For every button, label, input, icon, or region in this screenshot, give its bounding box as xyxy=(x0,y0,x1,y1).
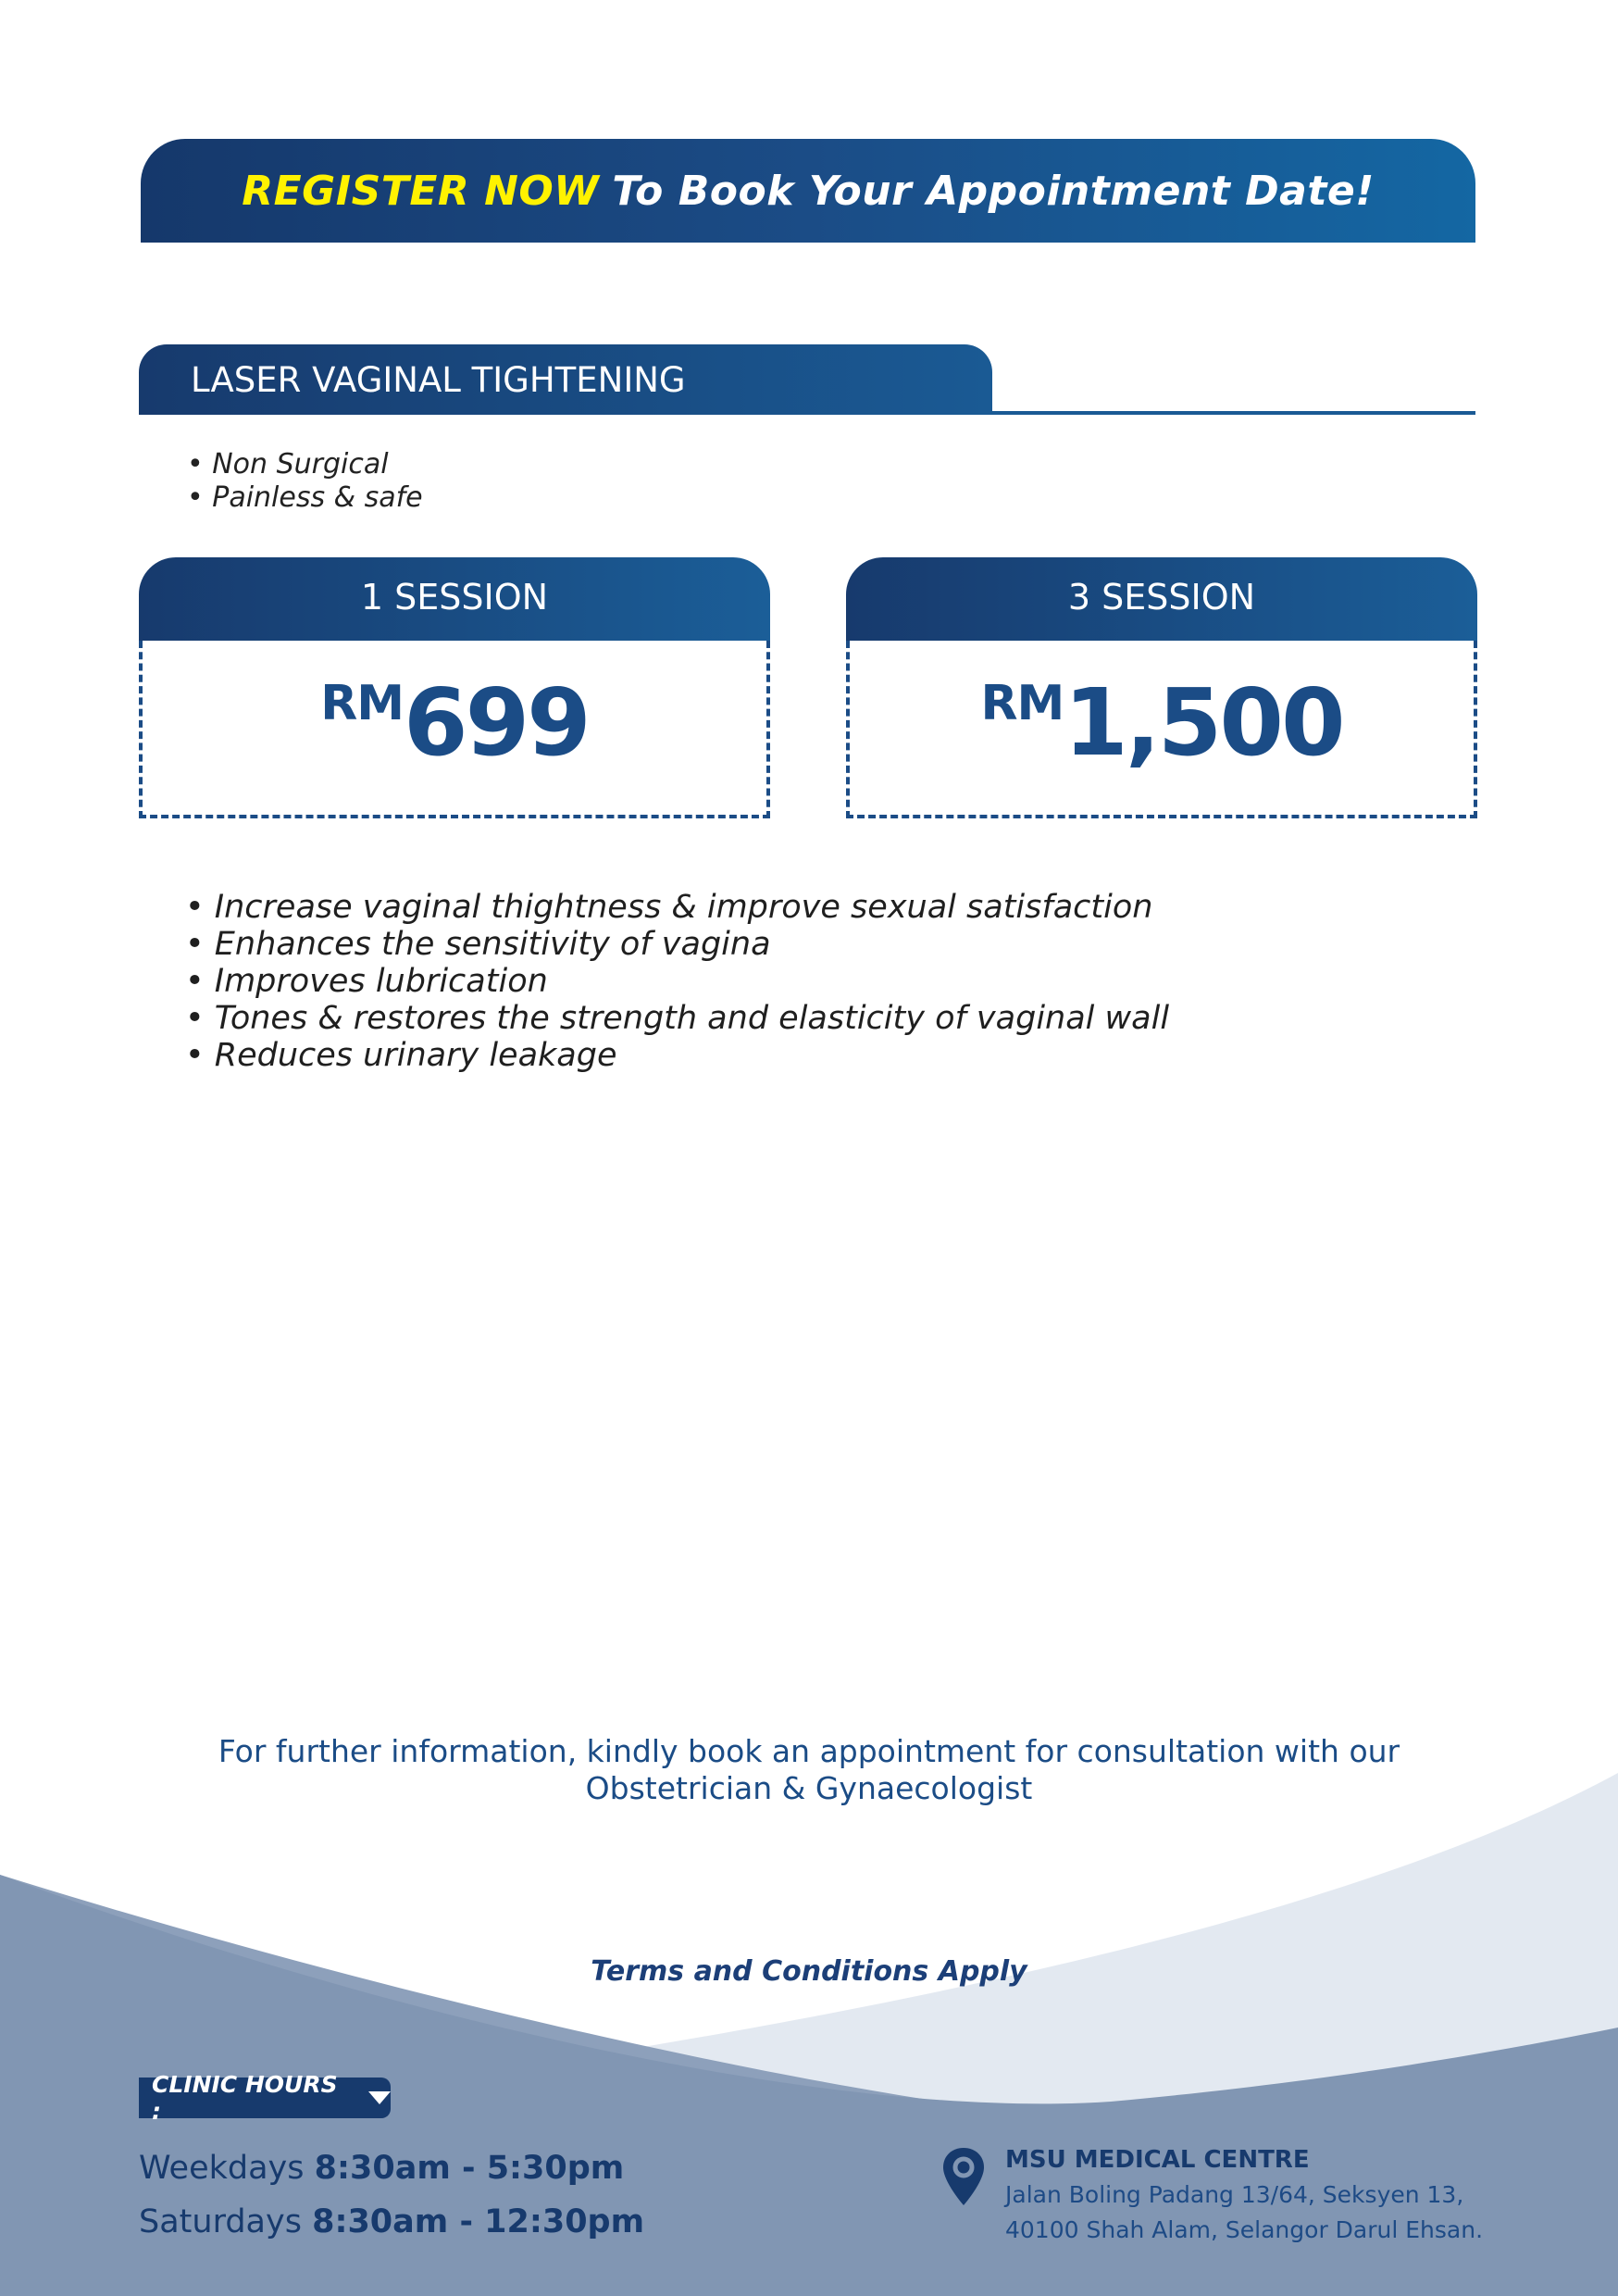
saturday-hours xyxy=(139,2203,644,2240)
feature-list xyxy=(187,448,423,515)
info-line-2: Obstetrician & Gynaecologist xyxy=(585,1770,1033,1806)
section-title-tab xyxy=(139,344,992,415)
card-label: 1 SESSION xyxy=(360,577,549,618)
benefit-item: • Enhances the sensitivity of vagina xyxy=(185,926,771,963)
address-line-2: 40100 Shah Alam, Selangor Darul Ehsan. xyxy=(1005,2216,1484,2243)
terms-notice: Terms and Conditions Apply xyxy=(591,1955,1027,1988)
feature-item: • Non Surgical xyxy=(187,448,389,480)
benefit-item: • Improves lubrication xyxy=(185,963,548,1000)
clinic-hours-tag xyxy=(139,2071,391,2125)
price-amount: 1,500 xyxy=(1064,668,1343,777)
benefit-item: • Reduces urinary leakage xyxy=(185,1037,617,1074)
register-now-highlight: REGISTER NOW xyxy=(242,167,600,215)
card-1-price xyxy=(139,668,770,777)
feature-item: • Painless & safe xyxy=(187,481,423,514)
price-amount: 699 xyxy=(404,668,589,777)
weekdays-time: 8:30am - 5:30pm xyxy=(314,2150,625,2187)
chevron-down-icon xyxy=(368,2091,391,2104)
benefit-item: • Tones & restores the strength and elasticity of vaginal wall xyxy=(185,1000,1170,1037)
currency-label: RM xyxy=(320,676,404,731)
card-1-session-header xyxy=(139,557,770,641)
saturdays-time: 8:30am - 12:30pm xyxy=(312,2203,645,2240)
clinic-name: MSU MEDICAL CENTRE xyxy=(1005,2146,1310,2174)
info-line-1: For further information, kindly book an appointment for consultation with our xyxy=(218,1733,1400,1769)
currency-label: RM xyxy=(980,676,1064,731)
card-label: 3 SESSION xyxy=(1067,577,1256,618)
card-3-price xyxy=(846,668,1477,777)
benefit-list xyxy=(185,889,1169,1074)
section-underline xyxy=(990,411,1475,415)
register-banner xyxy=(141,139,1475,243)
consultation-info xyxy=(139,1733,1479,1807)
location-pin-icon xyxy=(940,2146,987,2207)
weekdays-label: Weekdays xyxy=(139,2150,305,2187)
clinic-hours-label: CLINIC HOURS : xyxy=(152,2071,338,2125)
address-line-1: Jalan Boling Padang 13/64, Seksyen 13, xyxy=(1005,2181,1464,2208)
card-3-session-header xyxy=(846,557,1477,641)
benefit-item: • Increase vaginal thightness & improve sexual satisfaction xyxy=(185,889,1153,926)
banner-text: To Book Your Appointment Date! xyxy=(612,167,1375,215)
section-title: LASER VAGINAL TIGHTENING xyxy=(191,359,686,400)
saturdays-label: Saturdays xyxy=(139,2203,302,2240)
weekday-hours xyxy=(139,2150,624,2187)
